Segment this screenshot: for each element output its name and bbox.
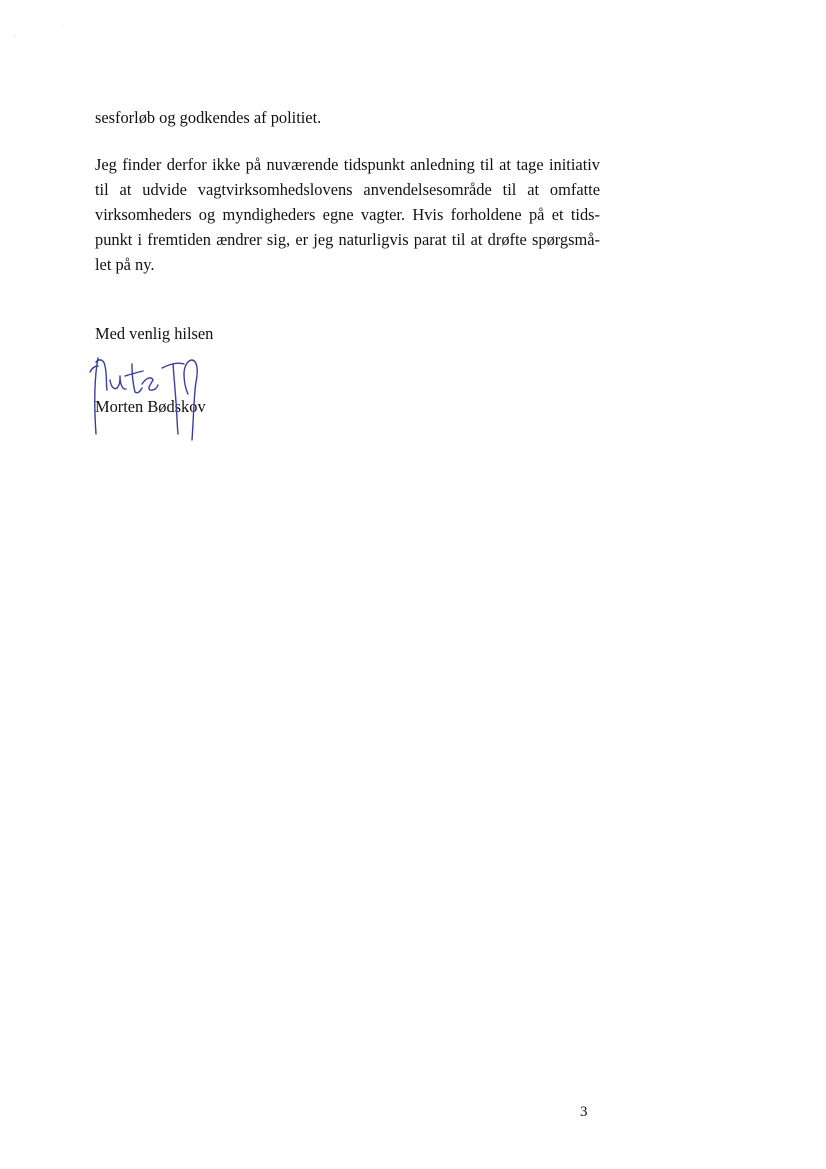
scan-artifact: · — [62, 24, 64, 30]
body-text-line: let på ny. — [95, 255, 155, 274]
body-text-line: til at udvide vagtvirksomhedslovens anvendelsesområde til at omfatte — [95, 180, 600, 199]
body-text-line: Jeg finder derfor ikke på nuværende tidspunkt anledning til at tage initiativ — [95, 155, 600, 174]
closing-salutation: Med venlig hilsen — [95, 324, 214, 343]
signatory-name: Morten Bødskov — [95, 397, 206, 416]
scan-artifact: · — [14, 33, 16, 39]
body-text-line: sesforløb og godkendes af politiet. — [95, 108, 322, 127]
signature-icon — [80, 350, 230, 450]
handwritten-signature — [80, 350, 230, 450]
body-text-line: virksomheders og myndigheders egne vagter. Hvis forholdene på et tids- — [95, 205, 600, 224]
page-number: 3 — [580, 1104, 588, 1120]
body-text-line: punkt i fremtiden ændrer sig, er jeg naturligvis parat til at drøfte spørgsmå- — [95, 230, 600, 249]
